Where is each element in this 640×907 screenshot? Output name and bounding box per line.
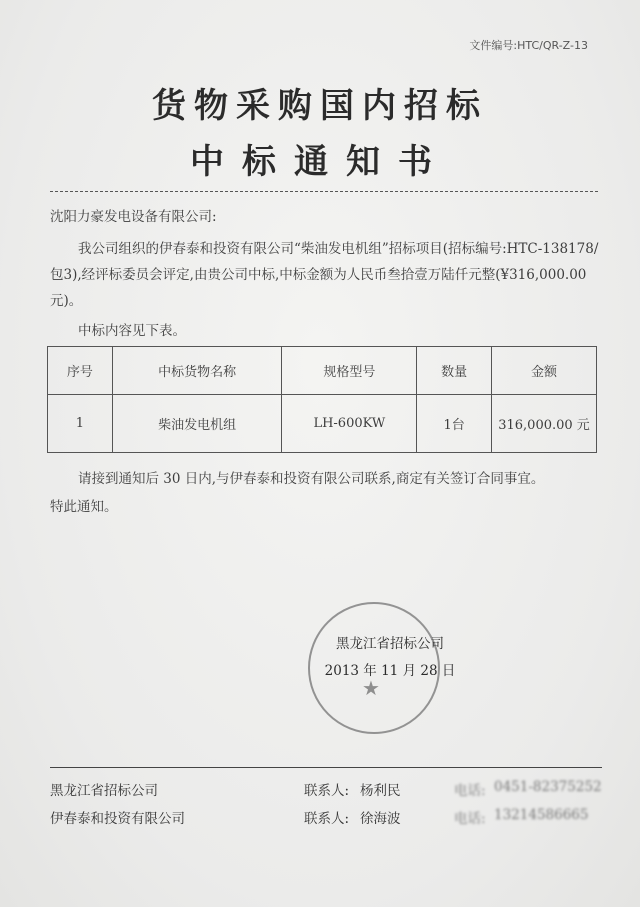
header-model: 规格型号 — [282, 347, 417, 395]
notice-body: 我公司组织的伊春泰和投资有限公司“柴油发电机组”招标项目(招标编号:HTC-138178/包3),经评标委员会评定,由贵公司中标,中标金额为人民币叁拾壹万陆仟元整(¥316,000.00元)。 — [50, 241, 599, 309]
footer-phone-label-2: 电话: — [454, 811, 486, 827]
cell-quantity: 1台 — [417, 395, 492, 453]
header-amount: 金额 — [492, 347, 597, 395]
page-subtitle: 中标通知书 — [190, 142, 450, 182]
footer-org-2: 伊春泰和投资有限公司 — [50, 811, 185, 827]
table-header-row — [48, 347, 597, 395]
cell-item-name: 柴油发电机组 — [112, 395, 282, 453]
recipient: 沈阳力豪发电设备有限公司: — [50, 209, 217, 225]
title-divider — [50, 191, 598, 192]
footer-org-1: 黑龙江省招标公司 — [50, 783, 158, 799]
footer-phone-1: 0451-82375252 — [494, 779, 602, 795]
footer-contact-name-2: 徐海波 — [360, 811, 401, 827]
table-row — [48, 395, 597, 453]
signature-date: 2013 年 11 月 28 日 — [324, 663, 456, 679]
footer-phone-2: 13214586665 — [494, 807, 589, 823]
header-index: 序号 — [48, 347, 113, 395]
closing-text: 特此通知。 — [50, 499, 118, 515]
document-number: 文件编号:HTC/QR-Z-13 — [469, 39, 588, 52]
footer-contact-name-1: 杨利民 — [360, 783, 401, 799]
footer-phone-label-1: 电话: — [454, 783, 486, 799]
cell-index: 1 — [48, 395, 113, 453]
footer-contact-label-2: 联系人: — [304, 811, 350, 827]
award-table — [47, 346, 597, 453]
signature-org: 黑龙江省招标公司 — [336, 636, 444, 652]
seal-star-icon: ★ — [362, 676, 380, 700]
footer-contact-label-1: 联系人: — [304, 783, 350, 799]
cell-amount: 316,000.00 元 — [492, 395, 597, 453]
header-item-name: 中标货物名称 — [112, 347, 282, 395]
header-quantity: 数量 — [417, 347, 492, 395]
instruction-text: 请接到通知后 30 日内,与伊春泰和投资有限公司联系,商定有关签订合同事宜。 — [78, 471, 545, 487]
footer-divider — [50, 767, 602, 768]
cell-model: LH-600KW — [282, 395, 417, 453]
table-intro: 中标内容见下表。 — [78, 323, 186, 339]
page-title: 货物采购国内招标 — [152, 86, 488, 126]
